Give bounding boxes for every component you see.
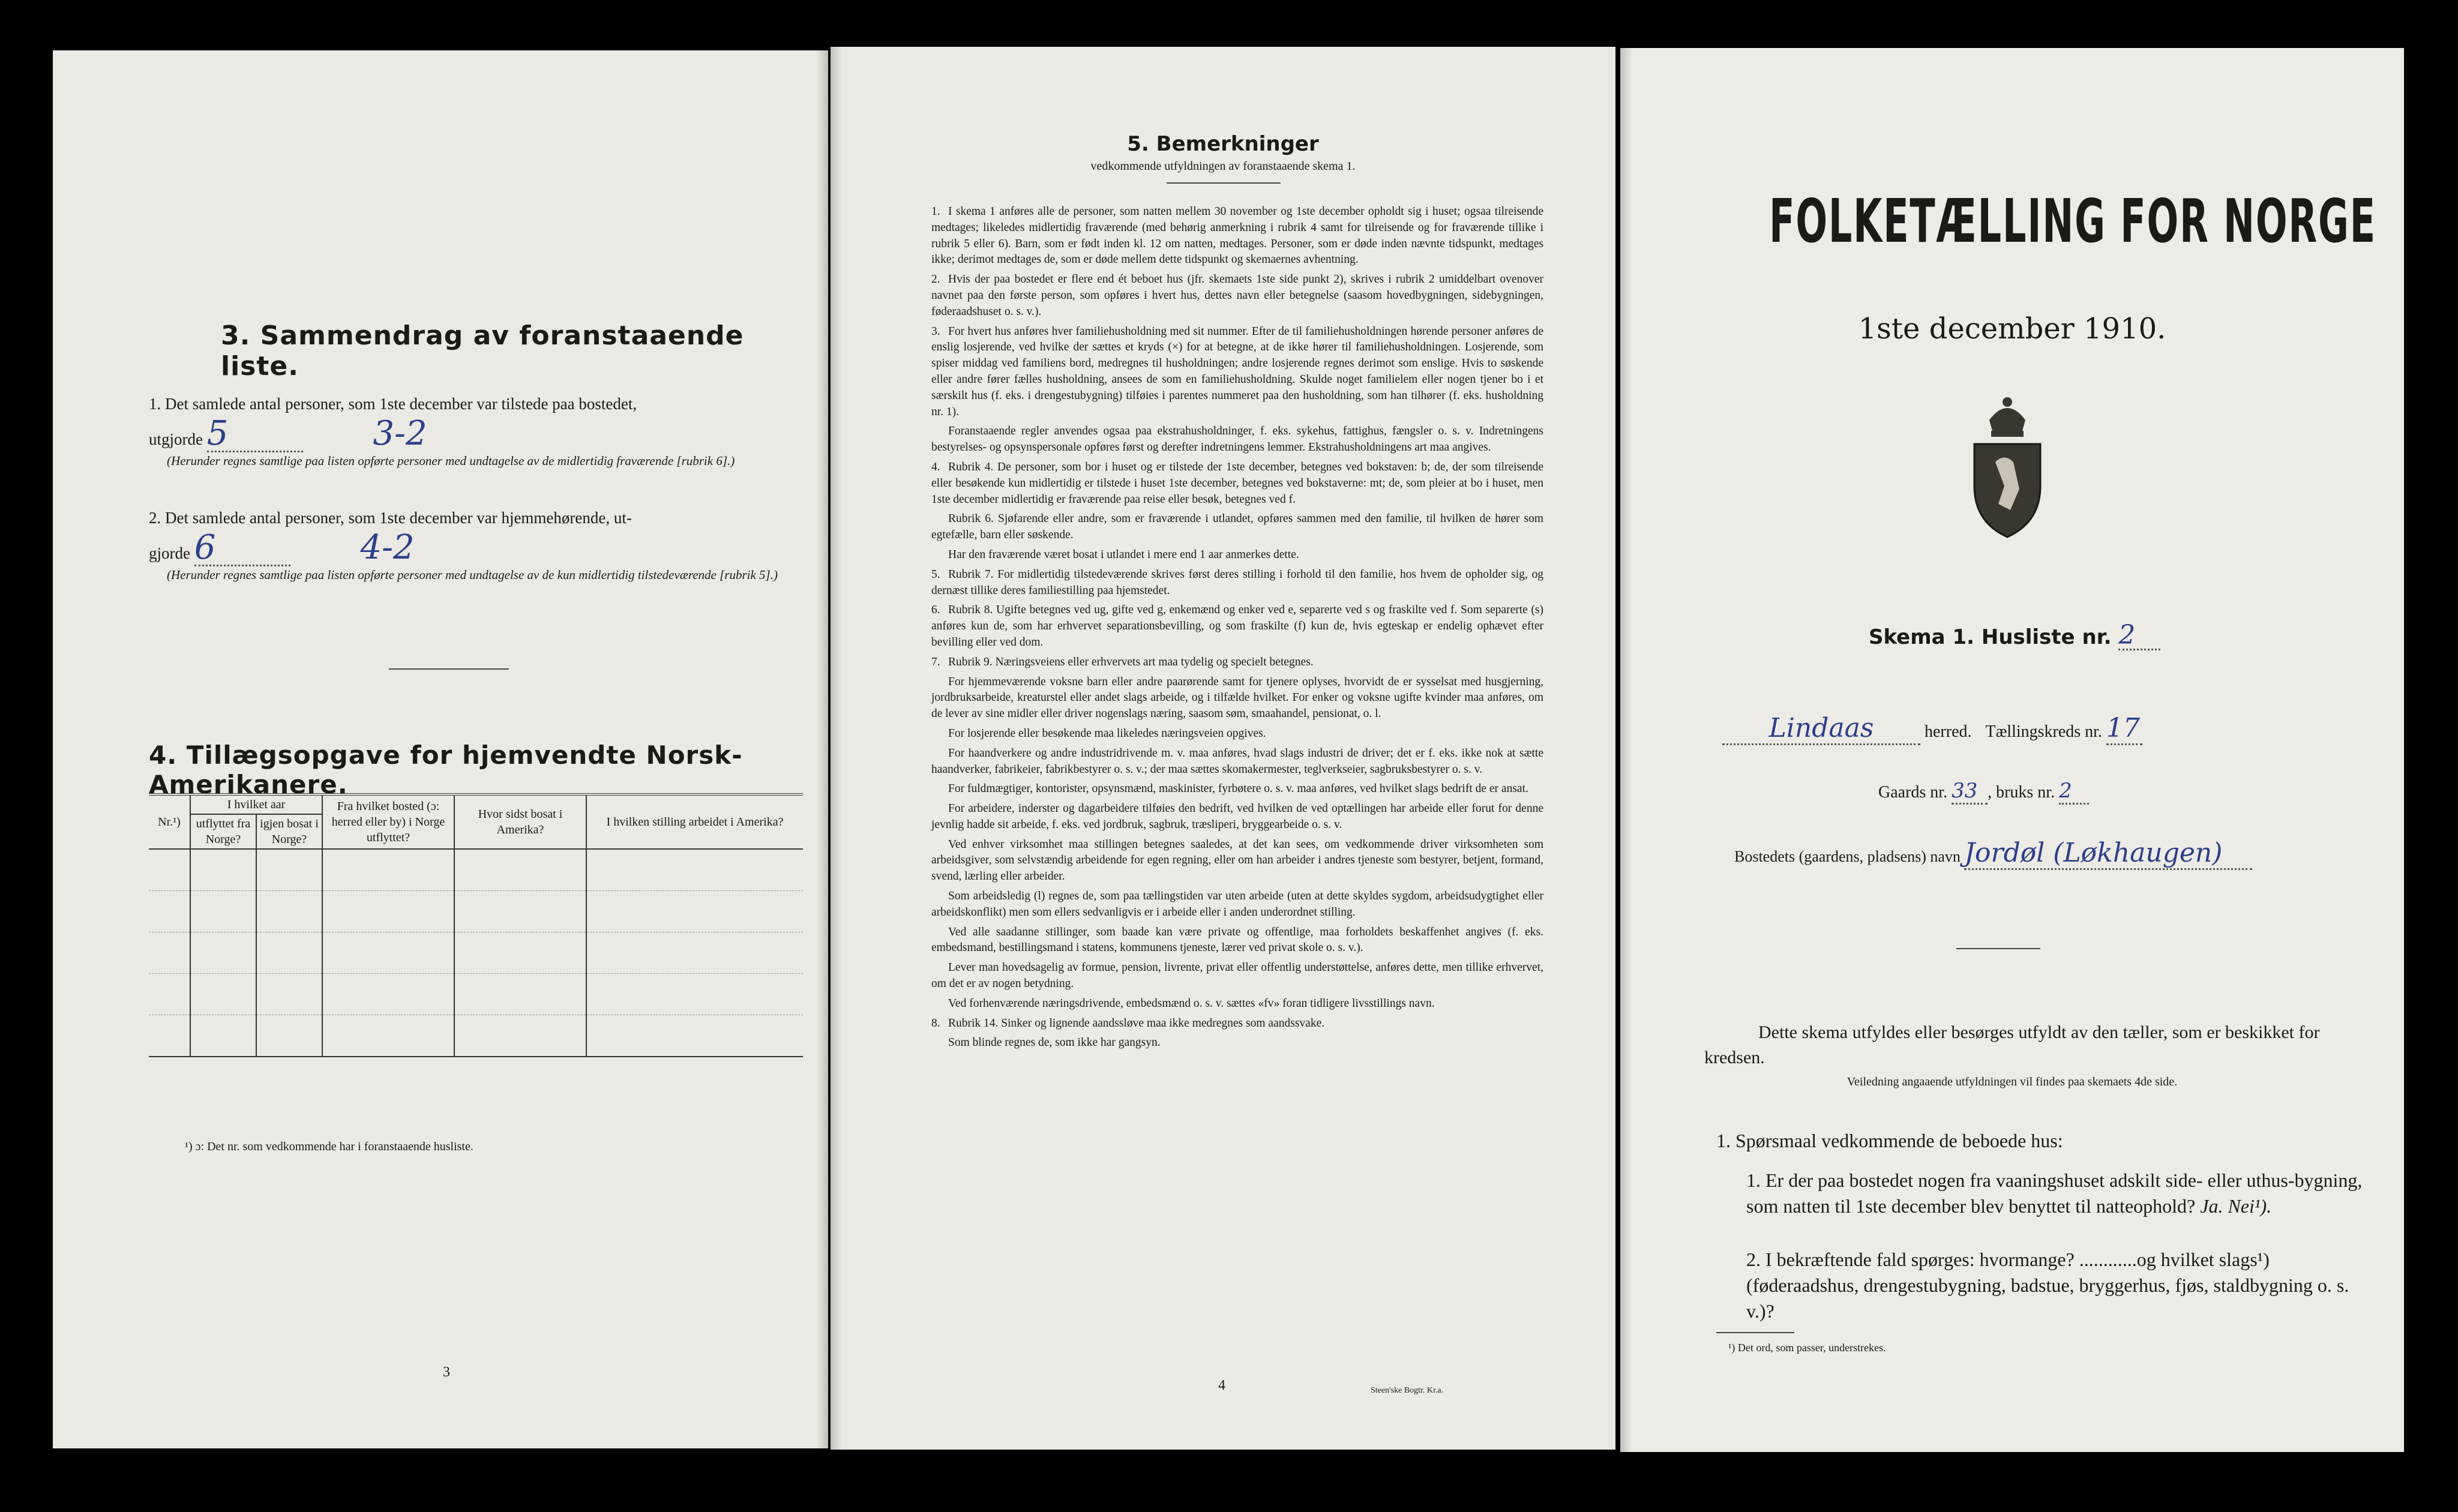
- remark-paragraph: [931, 726, 1543, 742]
- coat-of-arms-icon: [1962, 384, 2052, 543]
- col-emigrated: utflyttet fra Norge?: [190, 814, 256, 849]
- remark-paragraph: [931, 1035, 1543, 1051]
- remark-text: Ved forhenværende næringsdrivende, embedsmænd o. s. v. sættes «fv» foran tidligere livsstillings navn.: [948, 997, 1435, 1010]
- col-from-where: Fra hvilket bosted (ɔ: herred eller by) i Norge utflyttet?: [322, 794, 454, 849]
- remark-text: Lever man hovedsagelig av formue, pension, livrente, privat eller offentlig understøttelse, anføres dette, men tillike erhvervet, om det er av nogen betydning.: [931, 961, 1543, 991]
- remark-paragraph: [931, 1016, 1543, 1032]
- husliste-nr-value: 2: [2118, 620, 2136, 650]
- summary-item-1-note: (Herunder regnes samtlige paa listen opførte personer med undtagelse av de midlertidig fraværende [rubrik 6].): [167, 454, 735, 468]
- norsk-amerikaner-table: [149, 793, 803, 1057]
- summary-item-2-label: gjorde: [149, 544, 190, 562]
- remark-text: Ved alle saadanne stillinger, som baade kan være private og offentlige, maa forholdets beskaffenhet angives (f. eks. embedsmand, bestillingsmand i statens, kommunens tjeneste, lærer ved privat skole o. s. v.).: [931, 925, 1543, 955]
- page-3: [53, 50, 828, 1448]
- remark-number: 3.: [931, 325, 940, 338]
- remark-text: For losjerende eller besøkende maa likeledes næringsveien opgives.: [948, 727, 1266, 740]
- col-last-lived: Hvor sidst bosat i Amerika?: [454, 794, 586, 849]
- herred-value: Lindaas: [1768, 713, 1874, 743]
- remark-paragraph: [931, 424, 1543, 456]
- question-1-text: 1. Er der paa bostedet nogen fra vaaningshuset adskilt side- eller uthus-bygning, som natten til 1ste december blev benyttet til natteophold?: [1746, 1169, 2363, 1217]
- remark-paragraph: [931, 746, 1543, 778]
- question-2: 2. I bekræftende fald spørges: hvormange? ............og hvilket slags¹) (føderaadshus, drengestubygning, badstue, bryggerhus, fjøs, staldbygning o. s. v.)?: [1746, 1249, 2349, 1322]
- section-3-title: 3. Sammendrag av foranstaaende liste.: [221, 320, 744, 382]
- summary-item-1-label: utgjorde: [149, 430, 203, 448]
- remark-text: Foranstaaende regler anvendes ogsaa paa ekstrahusholdninger, f. eks. sykehus, fattighus, fængsler o. s. v. Indretningens bestyrelses- og opsynspersonale opføres først og derefter indretningens lemmer. Ekstrahusholdningens art maa angives.: [931, 425, 1543, 454]
- remark-paragraph: [931, 837, 1543, 885]
- gaards-row: Gaards nr. 33 , bruks nr. 2: [1878, 779, 2089, 805]
- page-fold-shadow: [1620, 48, 1632, 1452]
- remark-text: For hjemmeværende voksne barn eller andre paarørende samt for tjenere oplyses, hvorvidt de er sysselsat med husgjerning, jordbruksarbeide, kreaturstel eller andet slags arbeide, og i tilfælde hvilket. For enker og voksne ugifte kvinder maa anføres, om de lever av sine midler eller driver nogenslags næring, saasom søm, smaahandel, pensionat, o. l.: [931, 675, 1543, 721]
- bosted-label: Bostedets (gaardens, pladsens) navn: [1734, 848, 1961, 865]
- remark-text: Rubrik 9. Næringsveiens eller erhvervets art maa tydelig og specielt betegnes.: [948, 655, 1314, 668]
- remarks-list: [931, 204, 1543, 1055]
- table-row: [149, 974, 803, 1015]
- remark-paragraph: [931, 602, 1543, 650]
- remark-text: Hvis der paa bostedet er flere end ét beboet hus (jfr. skemaets 1ste side punkt 2), skrives i rubrik 2 umiddelbart ovenover navnet paa den første person, som opføres i hvert hus, dettes navn eller betegnelse (saasom hovedbygningen, sidebygningen, føderaadshuset o. s. v.).: [931, 273, 1543, 318]
- divider: [1716, 1332, 1794, 1333]
- remark-text: For hvert hus anføres hver familiehusholdning med sit nummer. Efter de til familiehusholdningen hørende personer anføres de enslig losjerende, ved hvilke der sættes et kryds (×) for at betegne, at de ikke hører til familiehusholdningen. Losjerende, som spiser middag ved familiens bord, medregnes til husholdningen; andre losjerende regnes derimot som enslige. Hvis to søskende eller andre fører fælles husholdning, ansees de som en familiehusholdning. Skulde noget familielem eller nogen tjener bo i et særskilt hus (f. eks. i drengestubygning) tilføies i parentes nummeret paa den husholdning, som han tilhører (f. eks. husholdning nr. 1).: [931, 325, 1543, 418]
- main-title-wrap: [1620, 186, 2404, 256]
- remark-text: For arbeidere, inderster og dagarbeidere tilføies den bedrift, ved hvilken de ved optællingen har arbeide eller forut for denne jevnlig hadde sit arbeide, f. eks. ved jordbruk, sagbruk, træsliperi, bryggearbeide o. s. v.: [931, 802, 1543, 831]
- remark-paragraph: [931, 204, 1543, 268]
- footnote: ¹) Det ord, som passer, understrekes.: [1728, 1342, 1886, 1354]
- main-title: FOLKETÆLLING FOR NORGE: [1769, 186, 2376, 256]
- remark-text: For haandverkere og andre industridrivende m. v. maa anføres, hvad slags industri de driver; det er f. eks. ikke nok at sætte haandverker, fabrikeier, fabrikbestyrer o. s. v.; der maa sættes skomakermester, teglverkseier, sagbruksbestyrer o. s. v.: [931, 746, 1543, 776]
- intro-text: Dette skema utfyldes eller besørges utfyldt av den tæller, som er beskikket for kredsen.: [1704, 1022, 2320, 1067]
- herred-label: herred.: [1925, 722, 1972, 741]
- remark-number: 1.: [931, 205, 940, 218]
- remark-text: Rubrik 8. Ugifte betegnes ved ug, gifte ved g, enkemænd og enker ved e, separerte ved s og fraskilte ved f. Som separerte (s) anføres kun de, som har erhvervet separationsbevilling, og som fraskilte (f) kun de, hvis egteskap er endelig ophævet efter bevilling eller ved dom.: [931, 604, 1543, 649]
- gaards-label: Gaards nr.: [1878, 783, 1948, 802]
- gaards-value: 33: [1952, 779, 1978, 803]
- remark-paragraph: [931, 801, 1543, 833]
- remark-text: Rubrik 6. Sjøfarende eller andre, som er fraværende i utlandet, opføres sammen med den familie, til hvilken de hører som egtefælle, barn eller søskende.: [931, 512, 1543, 542]
- remark-text: Har den fraværende været bosat i utlandet i mere end 1 aar anmerkes dette.: [948, 548, 1299, 561]
- remark-paragraph: [931, 996, 1543, 1012]
- question-1-answer-options: Ja. Nei¹).: [2200, 1195, 2272, 1217]
- remark-text: Som arbeidsledig (l) regnes de, som paa tællingstiden var uten arbeide (uten at dette skyldes sygdom, arbeidsudygtighet eller arbeidskonflikt) men som ellers sedvanligvis er i arbeide eller i anden underordnet stilling.: [931, 890, 1543, 919]
- remark-text: For fuldmægtiger, kontorister, opsynsmænd, maskinister, fyrbøtere o. s. v. maa anføres, ved hvilket slags bedrift de er ansat.: [948, 782, 1528, 796]
- question-section-title: 1. Spørsmaal vedkommende de beboede hus:: [1716, 1130, 2063, 1151]
- remarks-subtitle: vedkommende utfyldningen av foranstaaende skema 1.: [1090, 160, 1356, 173]
- summary-item-1-handwritten: 3-2: [373, 414, 427, 453]
- question-1: [1746, 1168, 2370, 1219]
- page-number: 4: [1218, 1378, 1225, 1393]
- remark-paragraph: [931, 547, 1543, 563]
- col-position: I hvilken stilling arbeidet i Amerika?: [586, 794, 803, 849]
- summary-item-2: [149, 506, 797, 584]
- remark-paragraph: [931, 567, 1543, 599]
- remark-text: Som blinde regnes de, som ikke har gangsyn.: [948, 1036, 1161, 1049]
- page-fold-shadow: [831, 47, 843, 1450]
- table-footnote: ¹) ɔ: Det nr. som vedkommende har i foranstaaende husliste.: [185, 1140, 473, 1153]
- summary-item-1: [149, 392, 797, 470]
- table-row: [149, 1015, 803, 1057]
- intro-note: Veiledning angaaende utfyldningen vil findes paa skemaets 4de side.: [1847, 1075, 2178, 1088]
- remark-number: 4.: [931, 460, 940, 473]
- title-page: [1620, 48, 2404, 1452]
- bosted-value: Jordøl (Løkhaugen): [1964, 838, 2223, 868]
- remark-paragraph: [931, 272, 1543, 320]
- col-returned: igjen bosat i Norge?: [256, 814, 322, 849]
- schema-label-text: Skema 1. Husliste nr.: [1869, 625, 2112, 649]
- remark-paragraph: [931, 781, 1543, 797]
- census-date: 1ste december 1910.: [1858, 312, 2166, 346]
- divider: [1167, 182, 1281, 184]
- summary-item-2-note: (Herunder regnes samtlige paa listen opførte personer med undtagelse av de kun midlertidig tilstedeværende [rubrik 5].): [167, 568, 778, 582]
- remark-paragraph: [931, 889, 1543, 921]
- remark-number: 7.: [931, 655, 940, 668]
- remark-text: Ved enhver virksomhet maa stillingen betegnes saaledes, at det kan sees, om vedkommende driver virksomheten som arbeidsgiver, som selvstændig arbeidende for egen regning, eller om han arbeider i andres tjeneste som bestyrer, betjent, formand, svend, lærling eller arbeider.: [931, 838, 1543, 883]
- remark-paragraph: [931, 460, 1543, 508]
- col-nr: Nr.¹): [158, 815, 181, 829]
- schema-label: [1869, 620, 2160, 650]
- herred-row: [1722, 713, 2376, 745]
- remark-paragraph: [931, 324, 1543, 421]
- bosted-row: [1734, 838, 2252, 870]
- remarks-title: 5. Bemerkninger: [1127, 132, 1319, 156]
- remark-paragraph: [931, 511, 1543, 544]
- remark-paragraph: [931, 674, 1543, 722]
- remark-text: Rubrik 7. For midlertidig tilstedeværende skrives først deres stilling i forhold til den familie, hos hvem de opholder sig, og dernæst tillike deres familiestilling paa hjemstedet.: [931, 568, 1543, 597]
- bruks-value: 2: [2059, 779, 2072, 803]
- remark-paragraph: [931, 655, 1543, 671]
- table-row: [149, 932, 803, 974]
- kreds-value: 17: [2106, 713, 2140, 743]
- remark-paragraph: [931, 960, 1543, 992]
- remark-text: I skema 1 anføres alle de personer, som natten mellem 30 november og 1ste december opholdt sig i huset; ogsaa tilreisende medtages; likeledes midlertidig fraværende (med behørig anmerkning i rubrik 4 samt for tilreisende og for fraværende tillike i rubrik 5 eller 6). Barn, som er født inden kl. 12 om natten, medtages. Personer, som er døde inden nævnte tidspunkt, medtages ikke; derimot medtages de, som er døde mellem dette tidspunkt og skemaernes avhentning.: [931, 205, 1543, 266]
- printer-mark: Steen'ske Bogtr. Kr.a.: [1371, 1386, 1444, 1395]
- remark-number: 2.: [931, 273, 940, 286]
- remark-text: Rubrik 4. De personer, som bor i huset og er tilstede der 1ste december, betegnes ved bokstaven: b; de, der som tilreisende eller besøkende kun midlertidig er tilstede i huset 1ste december, betegnes ved bokstaverne: mt; de, som pleier at bo i huset, men 1ste december midlertidig er fraværende paa reise eller besøk, betegnes ved f.: [931, 460, 1543, 506]
- summary-item-1-value: 5: [206, 414, 229, 453]
- page-4: [831, 47, 1615, 1450]
- summary-item-2-handwritten: 4-2: [360, 528, 415, 567]
- page-number: 3: [443, 1364, 450, 1380]
- divider: [1956, 948, 2040, 949]
- summary-item-2-value: 6: [194, 528, 216, 567]
- summary-item-2-text: 2. Det samlede antal personer, som 1ste december var hjemmehørende, ut-: [149, 509, 632, 527]
- page-fold-shadow: [816, 50, 828, 1448]
- section-4-title: 4. Tillægsopgave for hjemvendte Norsk-Amerikanere.: [149, 740, 743, 799]
- table-row: [149, 891, 803, 932]
- summary-item-1-text: 1. Det samlede antal personer, som 1ste december var tilstede paa bostedet,: [149, 395, 637, 413]
- remark-number: 8.: [931, 1016, 940, 1030]
- remark-number: 5.: [931, 568, 940, 581]
- divider: [389, 668, 509, 670]
- kreds-label: Tællingskreds nr.: [1985, 722, 2102, 741]
- table-row: [149, 849, 803, 891]
- remark-text: Rubrik 14. Sinker og lignende aandssløve maa ikke medregnes som aandssvake.: [948, 1016, 1325, 1030]
- remark-paragraph: [931, 925, 1543, 957]
- bruks-label: bruks nr.: [1996, 783, 2055, 802]
- col-which-year: I hvilket aar: [190, 794, 322, 814]
- remark-number: 6.: [931, 604, 940, 617]
